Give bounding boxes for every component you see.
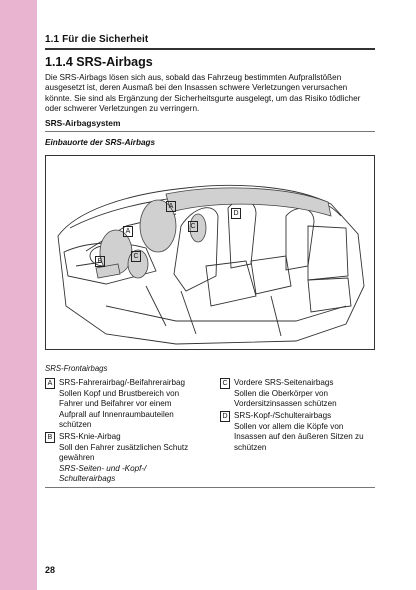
subheading-rule bbox=[45, 131, 375, 132]
legend-text-line: Vordersitzinsassen schützen bbox=[234, 399, 337, 409]
intro-line: ausgesetzt ist, deren Ausmaß bei den Insassen schwere Verletzungen verursachen bbox=[45, 83, 348, 93]
legend-subheading-line: Schulterairbags bbox=[59, 474, 116, 484]
intro-line: Die SRS-Airbags lösen sich aus, sobald das Fahrzeug bestimmten Aufprallstößen bbox=[45, 73, 342, 82]
callout-label-a: A bbox=[123, 226, 133, 237]
callout-label-d: D bbox=[231, 208, 241, 219]
illustration-sublabel: SRS-Frontairbags bbox=[45, 364, 108, 373]
legend-item-c bbox=[220, 378, 380, 410]
legend-letter-a: A bbox=[45, 378, 55, 389]
legend-item-a bbox=[45, 378, 215, 431]
car-cutaway-drawing bbox=[46, 156, 374, 349]
legend-title-d: SRS-Kopf-/Schulterairbags bbox=[234, 411, 332, 420]
legend-text-line: Soll den Fahrer zusätzlichen Schutz bbox=[59, 443, 189, 452]
airbag-locations-illustration bbox=[45, 155, 375, 350]
intro-paragraph bbox=[45, 73, 375, 114]
legend-text-line: Fahrer und Beifahrer vor einem bbox=[59, 399, 172, 409]
legend-text-line: Aufprall auf Innenraumbauteilen bbox=[59, 409, 174, 419]
subheading: SRS-Airbagsystem bbox=[45, 118, 121, 128]
legend-item-d bbox=[220, 411, 380, 453]
legend-title-b: SRS-Knie-Airbag bbox=[59, 432, 121, 441]
legend-text-line: Sollen Kopf und Brustbereich von bbox=[59, 389, 180, 398]
legend-letter-b: B bbox=[45, 432, 55, 443]
section-title: 1.1.4 SRS-Airbags bbox=[45, 55, 153, 69]
legend-letter-c: C bbox=[220, 378, 230, 389]
legend-bottom-rule bbox=[45, 487, 375, 488]
intro-line: oder schwerer Verletzungen zu verringern. bbox=[45, 103, 200, 113]
callout-label-c: C bbox=[188, 221, 198, 232]
section-header: 1.1 Für die Sicherheit bbox=[45, 34, 149, 45]
legend-item-b bbox=[45, 432, 215, 485]
chapter-side-tab bbox=[0, 0, 37, 590]
legend-text-line: Sollen vor allem die Köpfe von bbox=[234, 422, 344, 431]
legend-letter-d: D bbox=[220, 411, 230, 422]
page-number: 28 bbox=[45, 565, 56, 575]
legend-text-line: schützen bbox=[59, 420, 92, 430]
intro-line: könnte. Sie sind als Ergänzung der Sicherheitsgurte ausgelegt, um das Risiko tödlicher bbox=[45, 93, 361, 103]
legend-title-c: Vordere SRS-Seitenairbags bbox=[234, 378, 334, 387]
legend-title-a: SRS-Fahrerairbag/-Beifahrerairbag bbox=[59, 378, 185, 387]
callout-label-a: A bbox=[166, 201, 176, 212]
callout-label-c: C bbox=[131, 251, 141, 262]
legend-subheading-line: SRS-Seiten- und -Kopf-/ bbox=[59, 463, 147, 473]
legend-text-line: schützen bbox=[234, 442, 267, 452]
callout-label-b: B bbox=[95, 256, 105, 267]
header-rule bbox=[45, 48, 375, 50]
legend-text-line: Insassen auf den äußeren Sitzen zu bbox=[234, 432, 364, 442]
legend-text-line: Sollen die Oberkörper von bbox=[234, 389, 329, 398]
figure-caption: Einbauorte der SRS-Airbags bbox=[45, 138, 156, 147]
legend-text-line: gewähren bbox=[59, 453, 95, 463]
